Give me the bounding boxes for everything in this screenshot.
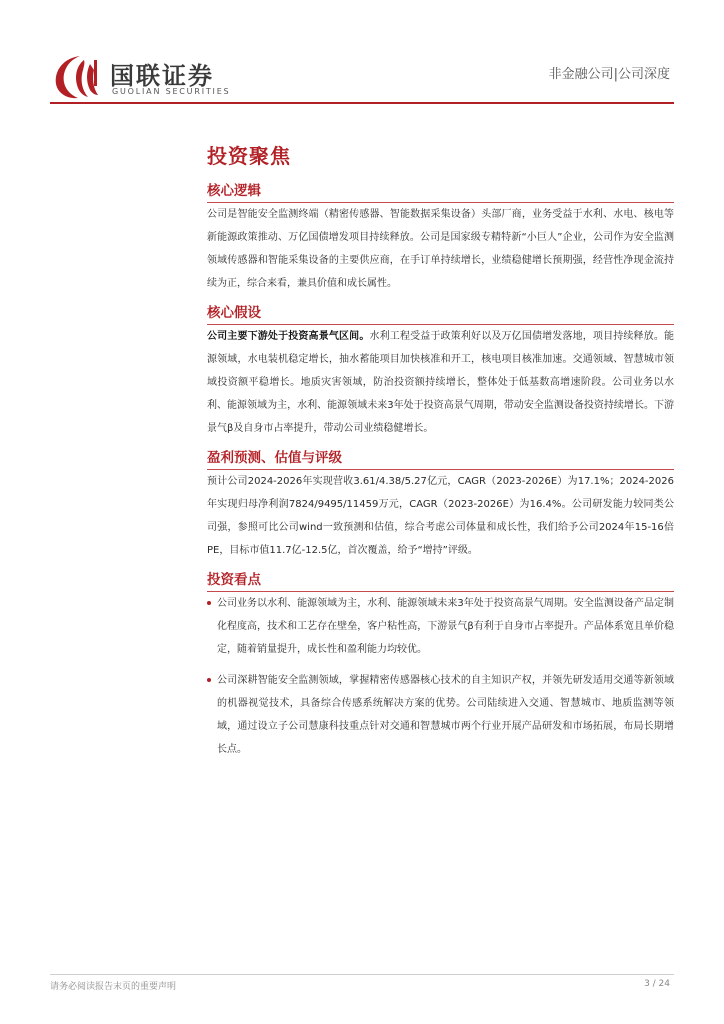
section-text: 公司是智能安全监测终端（精密传感器、智能数据采集设备）头部厂商，业务受益于水利、水电、核电等新能源政策推动、万亿国债增发项目持续释放。公司是国家级专精特新“小巨人”企业，公司作为安全监测领域传感器和智能采集设备的主要供应商，在手订单持续增长，业绩稳健增长预期强，经营性净现金流持续为正，综合来看，兼具价值和成长属性。 [207,209,674,289]
key-statement: 公司主要下游处于投资高景气区间。 [207,331,370,342]
section-highlights [207,568,674,761]
section-body: 水利工程受益于政策利好以及万亿国债增发落地，项目持续释放。能源领域，水电装机稳定增长，抽水蓄能项目加快核准和开工，核电项目核准加速。交通领域、智慧城市领域投资额平稳增长。地质灾害领域，防治投资额持续增长，整体处于低基数高增速阶段。公司业务以水利、能源领域为主，水利、能源领域未来3年处于投资高景气周期，带动安全监测设备投资持续增长。下游景气β及自身市占率提升，带动公司业绩稳健增长。 [207,331,675,434]
bullet-icon [207,601,211,605]
page-title: 投资聚焦 [207,144,291,168]
guolian-logo-icon [50,52,110,100]
section-title: 盈利预测、估值与评级 [207,446,674,470]
brand-name-en: GUOLIAN SECURITIES [112,87,231,96]
section-forecast [207,446,674,562]
footer-disclaimer: 请务必阅读报告末页的重要声明 [50,982,177,992]
section-text [207,325,674,440]
page-header [0,0,724,105]
main-content [207,140,674,769]
section-core-assumption [207,301,674,440]
section-text: 预计公司2024-2026年实现营收3.61/4.38/5.27亿元，CAGR（2023-2026E）为17.1%；2024-2026年实现归母净利润7824/9495/11459万元，CAGR（2023-2026E）为16.4%。公司研发能力较同类公司强，参照可比公司wind一致预测和估值，综合考虑公司体量和成长性，我们给予公司2024年15-16倍PE，目标市值11.7亿-12.5亿，首次覆盖，给予“增持”评级。 [207,476,674,556]
footer-divider [50,974,674,975]
section-title: 核心假设 [207,301,674,325]
list-item-text: 公司深耕智能安全监测领域，掌握精密传感器核心技术的自主知识产权，并领先研发适用交通等新领域的机器视觉技术，具备综合传感系统解决方案的优势。公司陆续进入交通、智慧城市、地质监测等领域，通过设立子公司慧康科技重点针对交通和智慧城市两个行业开展产品研发和市场拓展，布局长期增长点。 [217,675,674,755]
list-item [207,592,674,661]
section-title: 核心逻辑 [207,179,674,203]
brand-name-cn: 国联证券 [110,62,214,90]
page-number: 3 / 24 [644,979,670,989]
report-type: 非金融公司|公司深度 [548,67,670,82]
section-core-logic [207,179,674,295]
list-item [207,669,674,761]
list-item-text: 公司业务以水利、能源领域为主，水利、能源领域未来3年处于投资高景气周期。安全监测设备产品定制化程度高，技术和工艺存在壁垒，客户粘性高，下游景气β有利于自身市占率提升。产品体系宽且单价稳定，随着销量提升，成长性和盈利能力均较优。 [217,598,674,655]
section-title: 投资看点 [207,568,674,592]
header-divider [50,102,674,104]
bullet-icon [207,678,211,682]
